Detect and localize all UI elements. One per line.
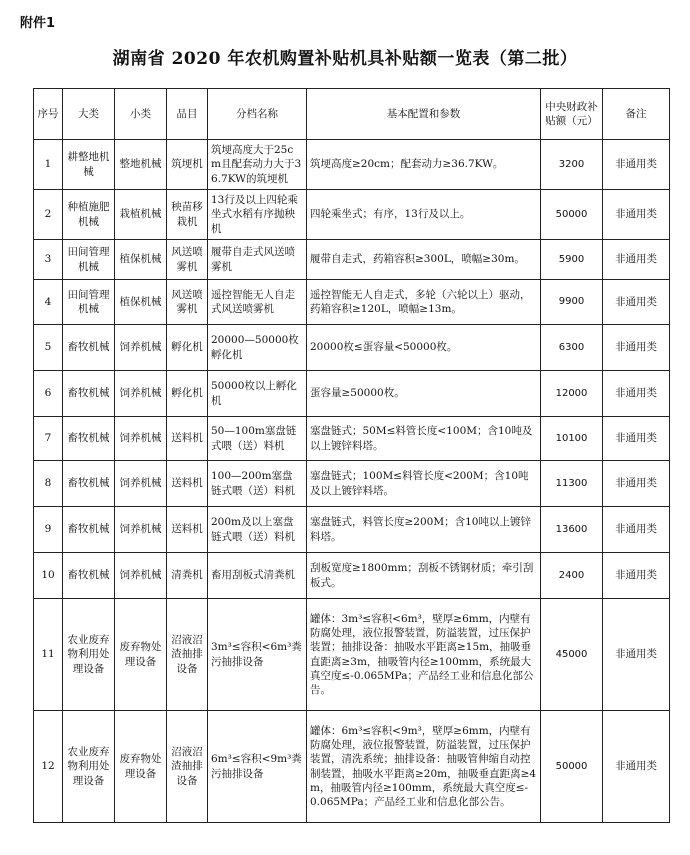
table-row — [34, 190, 670, 240]
cell-remark: 非通用类 — [603, 240, 670, 280]
cell-item: 沼液沼渣抽排设备 — [167, 711, 208, 823]
cell-subsidy: 45000 — [541, 599, 603, 711]
cell-config: 四轮乘坐式；有序，13行及以上。 — [307, 190, 541, 240]
cell-tier: 100—200m塞盘链式喂（送）料机 — [208, 461, 307, 507]
cell-tier: 200m及以上塞盘链式喂（送）料机 — [208, 507, 307, 553]
cell-subsidy: 10100 — [541, 417, 603, 461]
cell-remark: 非通用类 — [603, 711, 670, 823]
cell-category: 畜牧机械 — [63, 325, 115, 371]
cell-remark: 非通用类 — [603, 553, 670, 599]
table-row — [34, 507, 670, 553]
cell-subsidy: 3200 — [541, 140, 603, 190]
cell-seq: 7 — [34, 417, 63, 461]
cell-seq: 11 — [34, 599, 63, 711]
cell-remark: 非通用类 — [603, 507, 670, 553]
cell-subcategory: 饲养机械 — [115, 553, 167, 599]
cell-tier: 50—100m塞盘链式喂（送）料机 — [208, 417, 307, 461]
cell-subsidy: 5900 — [541, 240, 603, 280]
cell-category: 畜牧机械 — [63, 507, 115, 553]
cell-subcategory: 植保机械 — [115, 280, 167, 325]
cell-item: 清粪机 — [167, 553, 208, 599]
cell-subcategory: 饲养机械 — [115, 461, 167, 507]
table-row — [34, 553, 670, 599]
cell-item: 孵化机 — [167, 325, 208, 371]
table-row — [34, 599, 670, 711]
cell-config: 塞盘链式；50M≤料管长度<100M；含10吨及以上镀锌料塔。 — [307, 417, 541, 461]
table-row — [34, 325, 670, 371]
cell-subsidy: 50000 — [541, 711, 603, 823]
table-row — [34, 280, 670, 325]
cell-remark: 非通用类 — [603, 280, 670, 325]
cell-category: 农业废弃物利用处理设备 — [63, 711, 115, 823]
cell-subcategory: 废弃物处理设备 — [115, 711, 167, 823]
cell-config: 蛋容量≥50000枚。 — [307, 371, 541, 417]
cell-tier: 50000枚以上孵化机 — [208, 371, 307, 417]
cell-tier: 畜用刮板式清粪机 — [208, 553, 307, 599]
cell-subsidy: 9900 — [541, 280, 603, 325]
cell-category: 田间管理机械 — [63, 240, 115, 280]
header-remark: 备注 — [603, 89, 670, 140]
table-row — [34, 140, 670, 190]
cell-seq: 4 — [34, 280, 63, 325]
cell-config: 履带自走式，药箱容积≥300L，喷幅≥30m。 — [307, 240, 541, 280]
cell-category: 畜牧机械 — [63, 417, 115, 461]
cell-subsidy: 13600 — [541, 507, 603, 553]
cell-item: 孵化机 — [167, 371, 208, 417]
cell-seq: 12 — [34, 711, 63, 823]
cell-remark: 非通用类 — [603, 371, 670, 417]
header-category: 大类 — [63, 89, 115, 140]
cell-item: 沼液沼渣抽排设备 — [167, 599, 208, 711]
cell-tier: 13行及以上四轮乘坐式水稻有序抛秧机 — [208, 190, 307, 240]
cell-remark: 非通用类 — [603, 461, 670, 507]
cell-config: 20000枚≤蛋容量<50000枚。 — [307, 325, 541, 371]
header-item: 品目 — [167, 89, 208, 140]
cell-item: 秧苗移栽机 — [167, 190, 208, 240]
cell-remark: 非通用类 — [603, 325, 670, 371]
table-header-row — [34, 89, 670, 140]
cell-item: 送料机 — [167, 417, 208, 461]
header-config: 基本配置和参数 — [307, 89, 541, 140]
table-row — [34, 711, 670, 823]
cell-remark: 非通用类 — [603, 599, 670, 711]
cell-remark: 非通用类 — [603, 417, 670, 461]
header-subcategory: 小类 — [115, 89, 167, 140]
cell-item: 风送喷雾机 — [167, 280, 208, 325]
table-row — [34, 417, 670, 461]
cell-seq: 6 — [34, 371, 63, 417]
cell-config: 罐体：6m³≤容积<9m³，壁厚≥6mm，内壁有防腐处理，液位报警装置，防溢装置，过压保护装置，清洗系统；抽排设备：抽吸管伸缩自动控制装置，抽吸水平距离≥20m，抽吸垂直距离≥4m，抽吸管内径≥100mm，系统最大真空度≤-0.065MPa；产品经工业和信息化部公告。 — [307, 711, 541, 823]
table-row — [34, 240, 670, 280]
table-row — [34, 371, 670, 417]
cell-config: 筑埂高度≥20cm；配套动力≥36.7KW。 — [307, 140, 541, 190]
header-tier: 分档名称 — [208, 89, 307, 140]
subsidy-table — [33, 88, 670, 823]
cell-subsidy: 11300 — [541, 461, 603, 507]
cell-seq: 8 — [34, 461, 63, 507]
cell-seq: 1 — [34, 140, 63, 190]
cell-subsidy: 2400 — [541, 553, 603, 599]
cell-seq: 9 — [34, 507, 63, 553]
cell-tier: 3m³≤容积<6m³粪污抽排设备 — [208, 599, 307, 711]
cell-category: 畜牧机械 — [63, 371, 115, 417]
cell-seq: 10 — [34, 553, 63, 599]
cell-config: 遥控智能无人自走式，多轮（六轮以上）驱动，药箱容积≥120L，喷幅≥13m。 — [307, 280, 541, 325]
cell-item: 风送喷雾机 — [167, 240, 208, 280]
cell-seq: 5 — [34, 325, 63, 371]
cell-config: 塞盘链式，料管长度≥200M；含10吨以上镀锌料塔。 — [307, 507, 541, 553]
cell-category: 农业废弃物利用处理设备 — [63, 599, 115, 711]
cell-tier: 履带自走式风送喷雾机 — [208, 240, 307, 280]
cell-subsidy: 12000 — [541, 371, 603, 417]
cell-subcategory: 栽植机械 — [115, 190, 167, 240]
cell-subsidy: 50000 — [541, 190, 603, 240]
attachment-label: 附件1 — [20, 16, 56, 31]
cell-subcategory: 饲养机械 — [115, 507, 167, 553]
cell-item: 送料机 — [167, 461, 208, 507]
cell-seq: 3 — [34, 240, 63, 280]
cell-subcategory: 饲养机械 — [115, 325, 167, 371]
cell-category: 畜牧机械 — [63, 553, 115, 599]
cell-tier: 筑埂高度大于25cm且配套动力大于36.7KW的筑埂机 — [208, 140, 307, 190]
header-seq: 序号 — [34, 89, 63, 140]
cell-config: 刮板宽度≥1800mm；刮板不锈钢材质；牵引刮板式。 — [307, 553, 541, 599]
cell-category: 种植施肥机械 — [63, 190, 115, 240]
table-row — [34, 461, 670, 507]
header-subsidy: 中央财政补贴额（元） — [541, 89, 603, 140]
cell-remark: 非通用类 — [603, 190, 670, 240]
cell-subsidy: 6300 — [541, 325, 603, 371]
document-title: 湖南省 2020 年农机购置补贴机具补贴额一览表（第二批） — [112, 49, 578, 69]
cell-subcategory: 植保机械 — [115, 240, 167, 280]
cell-item: 送料机 — [167, 507, 208, 553]
cell-seq: 2 — [34, 190, 63, 240]
cell-subcategory: 饲养机械 — [115, 417, 167, 461]
cell-tier: 6m³≤容积<9m³粪污抽排设备 — [208, 711, 307, 823]
cell-category: 田间管理机械 — [63, 280, 115, 325]
cell-subcategory: 饲养机械 — [115, 371, 167, 417]
cell-subcategory: 整地机械 — [115, 140, 167, 190]
cell-subcategory: 废弃物处理设备 — [115, 599, 167, 711]
cell-item: 筑埂机 — [167, 140, 208, 190]
cell-remark: 非通用类 — [603, 140, 670, 190]
cell-category: 耕整地机械 — [63, 140, 115, 190]
cell-config: 塞盘链式；100M≤料管长度<200M；含10吨及以上镀锌料塔。 — [307, 461, 541, 507]
cell-tier: 遥控智能无人自走式风送喷雾机 — [208, 280, 307, 325]
cell-category: 畜牧机械 — [63, 461, 115, 507]
cell-config: 罐体：3m³≤容积<6m³，壁厚≥6mm，内壁有防腐处理，液位报警装置，防溢装置，过压保护装置；抽排设备：抽吸水平距离≥15m，抽吸垂直距离≥3m，抽吸管内径≥100mm，系统最大真空度≤-0.065MPa；产品经工业和信息化部公告。 — [307, 599, 541, 711]
cell-tier: 20000—50000枚孵化机 — [208, 325, 307, 371]
